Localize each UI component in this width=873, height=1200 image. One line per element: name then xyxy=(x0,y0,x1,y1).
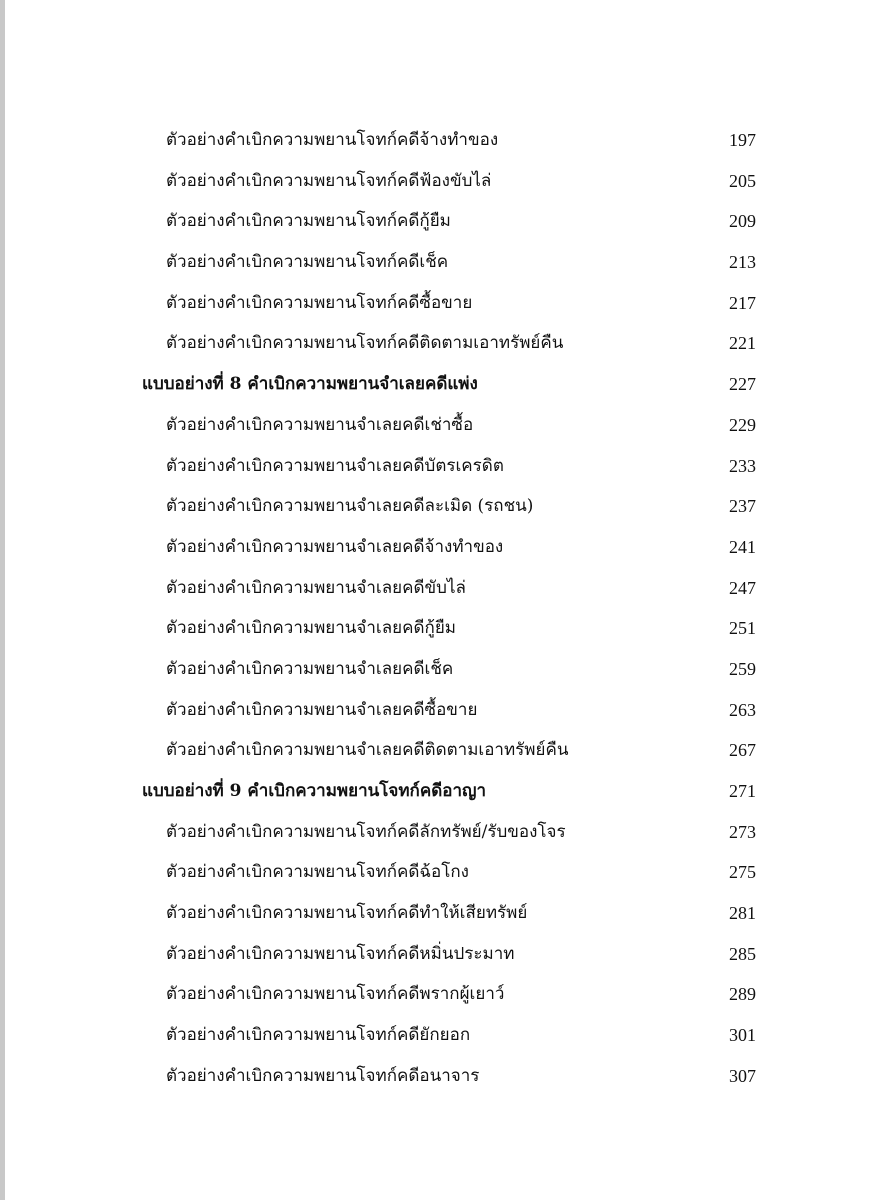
toc-page-number: 267 xyxy=(729,740,756,761)
toc-entry xyxy=(0,405,873,446)
toc-entry xyxy=(0,120,873,161)
toc-entry-title: ตัวอย่างคำเบิกความพยานจำเลยคดีบัตรเครดิต xyxy=(166,455,504,476)
toc-entry xyxy=(0,568,873,609)
toc-page-number: 197 xyxy=(729,130,756,150)
toc-section-heading xyxy=(0,771,873,812)
toc-entry-title: ตัวอย่างคำเบิกความพยานจำเลยคดีจ้างทำของ xyxy=(166,536,504,557)
toc-entry xyxy=(0,730,873,771)
toc-page-number: 251 xyxy=(729,618,756,639)
toc-page-number: 233 xyxy=(729,455,756,476)
toc-section-heading xyxy=(0,364,873,405)
toc-entry-title: ตัวอย่างคำเบิกความพยานจำเลยคดีขับไล่ xyxy=(166,577,466,598)
toc-heading-title: แบบอย่างที่ 8 คำเบิกความพยานจำเลยคดีแพ่ง xyxy=(142,374,478,395)
toc-entry xyxy=(0,812,873,853)
toc-entry-title: ตัวอย่างคำเบิกความพยานจำเลยคดีซื้อขาย xyxy=(166,699,478,720)
toc-entry xyxy=(0,161,873,202)
toc-entry xyxy=(0,1056,873,1097)
toc-entry-title: ตัวอย่างคำเบิกความพยานโจทก์คดีฟ้องขับไล่ xyxy=(166,170,492,191)
toc-entry-title: ตัวอย่างคำเบิกความพยานโจทก์คดีทำให้เสียทรัพย์ xyxy=(166,903,528,924)
toc-entry xyxy=(0,486,873,527)
toc-page-number: 289 xyxy=(729,984,756,1005)
toc-page-number: 273 xyxy=(729,821,756,842)
toc-entry-title: ตัวอย่างคำเบิกความพยานจำเลยคดีกู้ยืม xyxy=(166,618,456,639)
toc-page-number: 213 xyxy=(729,252,756,273)
toc-entry xyxy=(0,283,873,324)
toc-entry-title: ตัวอย่างคำเบิกความพยานโจทก์คดีจ้างทำของ xyxy=(166,130,499,150)
toc-entry-title: ตัวอย่างคำเบิกความพยานจำเลยคดีติดตามเอาทรัพย์คืน xyxy=(166,740,569,761)
toc-entry xyxy=(0,649,873,690)
toc-page-number: 227 xyxy=(729,374,756,395)
toc-page-number: 221 xyxy=(729,333,756,354)
toc-entry xyxy=(0,242,873,283)
toc-entry-title: ตัวอย่างคำเบิกความพยานจำเลยคดีเช็ค xyxy=(166,658,454,679)
toc-page-number: 209 xyxy=(729,211,756,232)
toc-entry-title: ตัวอย่างคำเบิกความพยานโจทก์คดีติดตามเอาทรัพย์คืน xyxy=(166,333,564,354)
toc-entry xyxy=(0,1015,873,1056)
toc-entry xyxy=(0,974,873,1015)
toc-heading-title: แบบอย่างที่ 9 คำเบิกความพยานโจทก์คดีอาญา xyxy=(142,781,487,801)
toc-page-number: 237 xyxy=(729,496,756,517)
toc-entry-title: ตัวอย่างคำเบิกความพยานโจทก์คดีซื้อขาย xyxy=(166,292,473,313)
toc-page-number: 263 xyxy=(729,699,756,720)
toc-entry-title: ตัวอย่างคำเบิกความพยานโจทก์คดียักยอก xyxy=(166,1025,471,1046)
toc-page-number: 307 xyxy=(729,1065,756,1086)
toc-entry xyxy=(0,852,873,893)
toc-page-number: 217 xyxy=(729,292,756,313)
toc-page-number: 285 xyxy=(729,943,756,964)
toc-entry-title: ตัวอย่างคำเบิกความพยานโจทก์คดีพรากผู้เยาว์ xyxy=(166,984,505,1005)
toc-entry-title: ตัวอย่างคำเบิกความพยานโจทก์คดีกู้ยืม xyxy=(166,211,451,232)
toc-page-number: 205 xyxy=(729,170,756,191)
toc-entry-title: ตัวอย่างคำเบิกความพยานโจทก์คดีลักทรัพย์/รับของโจร xyxy=(166,821,566,842)
toc-entry xyxy=(0,201,873,242)
toc-entry xyxy=(0,323,873,364)
toc-page-number: 241 xyxy=(729,536,756,557)
toc-entry-title: ตัวอย่างคำเบิกความพยานโจทก์คดีฉ้อโกง xyxy=(166,862,469,883)
toc-entry-title: ตัวอย่างคำเบิกความพยานโจทก์คดีหมิ่นประมาท xyxy=(166,943,515,964)
toc-page-number: 259 xyxy=(729,658,756,679)
toc-entry xyxy=(0,690,873,731)
toc-entry-title: ตัวอย่างคำเบิกความพยานโจทก์คดีอนาจาร xyxy=(166,1065,480,1086)
toc-entry xyxy=(0,893,873,934)
toc-entry xyxy=(0,527,873,568)
toc-entry-title: ตัวอย่างคำเบิกความพยานจำเลยคดีละเมิด (รถชน) xyxy=(166,496,534,517)
toc-entry xyxy=(0,446,873,487)
toc-page-number: 247 xyxy=(729,577,756,598)
toc-page-number: 301 xyxy=(729,1025,756,1046)
toc-page-number: 229 xyxy=(729,414,756,435)
table-of-contents xyxy=(0,120,873,1097)
toc-page-number: 275 xyxy=(729,862,756,883)
toc-entry xyxy=(0,934,873,975)
toc-entry-title: ตัวอย่างคำเบิกความพยานจำเลยคดีเช่าซื้อ xyxy=(166,414,474,435)
toc-page-number: 281 xyxy=(729,903,756,924)
toc-page-number: 271 xyxy=(729,781,756,801)
toc-entry-title: ตัวอย่างคำเบิกความพยานโจทก์คดีเช็ค xyxy=(166,252,449,273)
toc-entry xyxy=(0,608,873,649)
